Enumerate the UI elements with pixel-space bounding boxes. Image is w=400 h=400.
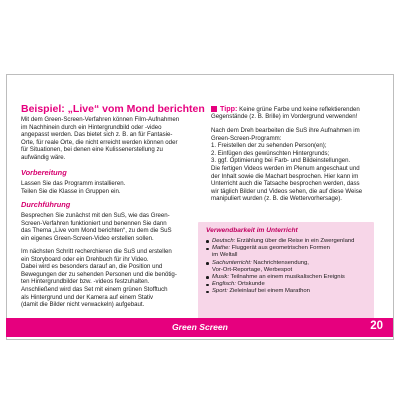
procedure-line: ten Hintergrundbilder bzw. -videos festzuhalten.: [21, 278, 150, 286]
procedure-line: als Hintergrund und der Kamera auf einem Stativ: [21, 293, 154, 301]
procedure-line: Bewegungen der zu sehenden Personen und die benötig-: [21, 270, 177, 278]
usage-box: [198, 222, 374, 321]
usage-subject: Mathe:: [212, 245, 231, 252]
procedure-heading: Durchführung: [21, 200, 71, 209]
after-line: 1. Freistellen der zu sehenden Person(en);: [211, 142, 327, 150]
footer-label: Green Screen: [172, 321, 228, 332]
procedure-line: Screen-Verfahren funktioniert und benennen Sie dann: [21, 219, 167, 227]
usage-text: im Weltall: [212, 252, 238, 259]
usage-text: Ortskunde: [235, 281, 265, 288]
intro-line: angepasst werden. Das bietet sich z. B. an für Fantasie-: [21, 131, 173, 139]
page-title: Beispiel: „Live“ vom Mond berichten: [21, 103, 205, 115]
preparation-heading: Vorbereitung: [21, 168, 67, 177]
procedure-line: Anschließend wird das Set mit einem grünen Stofftuch: [21, 286, 168, 293]
usage-subject: Englisch:: [212, 281, 236, 288]
usage-text: Erzählung über die Reise in ein Zwergenland: [235, 238, 355, 244]
procedure-line: (damit die Bilder nicht verwackeln) aufgebaut.: [21, 301, 145, 309]
usage-text: Fluggerät aus geometrischen Formen: [230, 245, 330, 252]
after-line: 3. ggf. Optimierung bei Farb- und Bildeinstellungen.: [211, 157, 351, 165]
after-line: Green-Screen-Programm:: [211, 134, 282, 142]
usage-text: Nachrichtensendung,: [251, 259, 309, 266]
usage-text: Vor-Ort-Reportage, Werbespot: [212, 266, 293, 273]
tip-square-icon: [211, 106, 217, 112]
list-item: [206, 288, 370, 295]
list-item: [206, 274, 370, 281]
list-item: [206, 281, 370, 288]
after-line: Die fertigen Videos werden im Plenum angeschaut und: [211, 165, 360, 172]
usage-subject: Musik:: [212, 274, 230, 281]
procedure-line: Im nächsten Schritt recherchieren die SuS und erstellen: [21, 248, 172, 255]
page-number: 20: [370, 320, 383, 332]
list-item: [206, 245, 370, 252]
intro-line: Mit dem Green-Screen-Verfahren können Film-Aufnahmen: [21, 116, 180, 123]
preparation-line: Lassen Sie das Programm installieren.: [21, 180, 126, 187]
intro-line: im Nachhinein durch ein Hintergrundbild oder -video: [21, 123, 162, 131]
procedure-line: Besprechen Sie zunächst mit den SuS, wie das Green-: [21, 212, 170, 219]
after-line: der Inhalt sowie die Machart besprochen. Hier kann im: [211, 172, 359, 180]
list-item-continuation: [206, 252, 370, 259]
procedure-line: ein eigenes Green-Screen-Video erstellen sollen.: [21, 234, 154, 242]
usage-list: [206, 238, 370, 296]
usage-subject: Sachunterricht:: [212, 259, 252, 266]
list-item: [206, 238, 370, 245]
intro-line: für Situationen, bei denen eine Kulissenerstellung zu: [21, 146, 163, 154]
usage-text: Zieleinlauf bei einem Marathon: [227, 288, 310, 295]
usage-heading: Verwendbarkeit im Unterricht: [206, 227, 298, 234]
after-line: Unterricht auch die Tatsache besprochen werden, dass: [211, 180, 360, 188]
procedure-line: das Thema „Live vom Mond berichten“, zu dem die SuS: [21, 227, 172, 235]
after-line: wir täglich Bilder und Videos sehen, die auf diese Weise: [211, 187, 363, 195]
usage-text: Teilnahme an einem musikalischen Ereignis: [229, 274, 345, 281]
usage-subject: Deutsch:: [212, 238, 236, 244]
procedure-line: ein Storyboard oder ein Drehbuch für ihr Video.: [21, 255, 149, 263]
after-line: 2. Einfügen des gewünschten Hintergrunds;: [211, 149, 330, 157]
tip-text: Keine grüne Farbe und keine reflektierenden: [239, 106, 360, 113]
tip-line: Gegenstände (z. B. Brille) im Vordergrund verwenden!: [211, 112, 358, 120]
intro-line: aufwändig wäre.: [21, 154, 66, 161]
list-item-continuation: [206, 267, 370, 274]
intro-line: Orte, für reale Orte, die nicht erreicht werden können oder: [21, 138, 178, 146]
tip-label: Tipp:: [220, 104, 238, 113]
usage-subject: Sport:: [212, 288, 228, 295]
list-item: [206, 260, 370, 267]
after-line: manipuliert wurden (z. B. die Wettervorhersage).: [211, 195, 342, 203]
after-line: Nach dem Dreh bearbeiten die SuS ihre Aufnahmen im: [211, 127, 360, 134]
procedure-line: Dabei wird es besonders darauf an, die Position und: [21, 263, 163, 271]
preparation-line: Teilen Sie die Klasse in Gruppen ein.: [21, 187, 121, 195]
footer-bar: [6, 318, 393, 337]
